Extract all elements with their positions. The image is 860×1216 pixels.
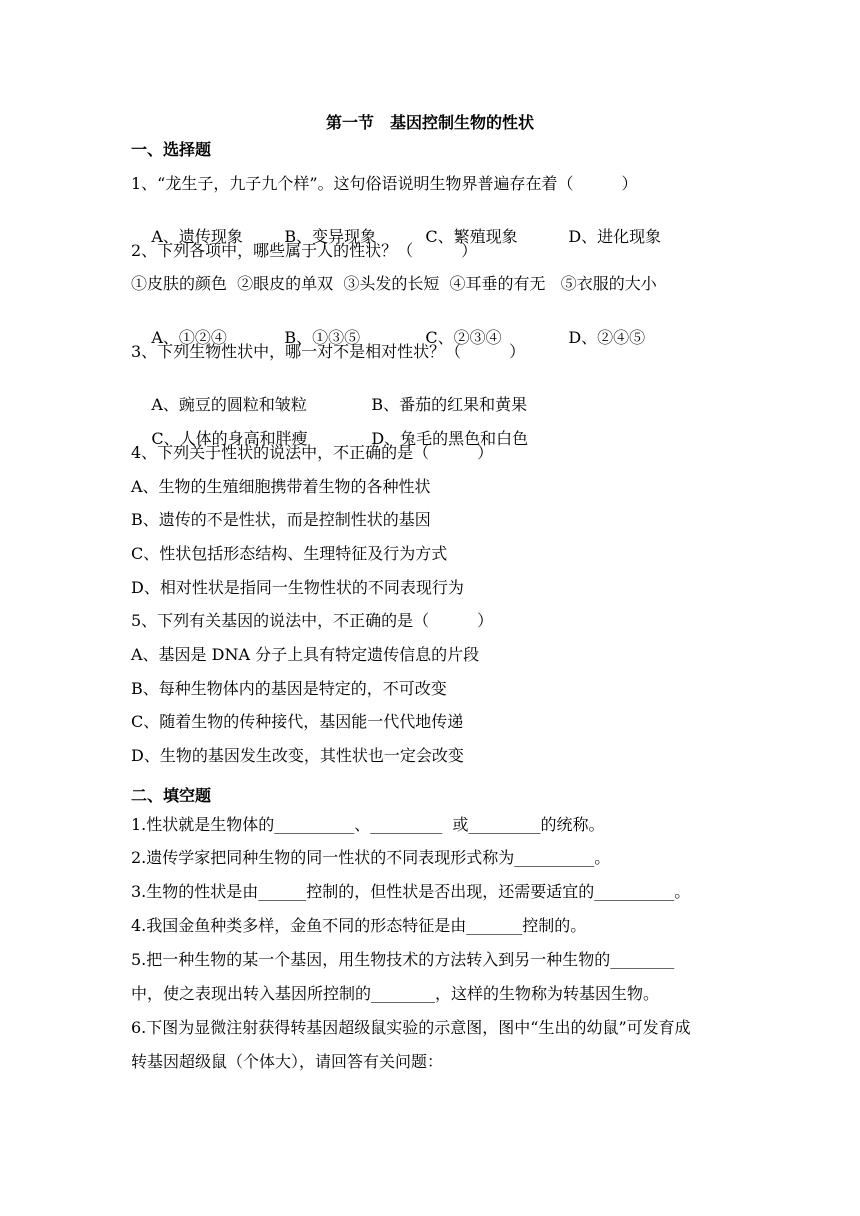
fill-question-5-line2: 中，使之表现出转入基因所控制的________，这样的生物称为转基因生物。 xyxy=(131,984,660,1003)
question-2-option-c: C、②③④ xyxy=(425,328,502,347)
question-5-option-a: A、基因是 DNA 分子上具有特定遗传信息的片段 xyxy=(131,645,480,664)
fill-question-6-line2: 转基因超级鼠（个体大），请回答有关问题： xyxy=(131,1052,444,1071)
question-1-option-b: B、变异现象 xyxy=(284,227,377,246)
question-3-option-a: A、豌豆的圆粒和皱粒 xyxy=(151,395,307,414)
question-2-option-d: D、②④⑤ xyxy=(568,328,646,347)
fill-question-3: 3.生物的性状是由______控制的，但性状是否出现，还需要适宜的__________。 xyxy=(131,882,691,901)
question-1-option-d: D、进化现象 xyxy=(568,227,662,246)
question-4-option-a: A、生物的生殖细胞携带着生物的各种性状 xyxy=(131,477,431,496)
question-1-option-a: A、遗传现象 xyxy=(151,227,243,246)
section-heading-fill: 二、填空题 xyxy=(131,786,212,805)
fill-question-4: 4.我国金鱼种类多样，金鱼不同的形态特征是由_______控制的。 xyxy=(131,916,587,935)
question-5-option-b: B、每种生物体内的基因是特定的，不可改变 xyxy=(131,679,447,698)
question-4-stem: 4、下列关于性状的说法中，不正确的是（ ） xyxy=(131,443,494,462)
question-2-option-b: B、①③⑤ xyxy=(284,328,361,347)
fill-question-5-line1: 5.把一种生物的某一个基因，用生物技术的方法转入到另一种生物的________ xyxy=(131,950,675,969)
question-3-option-d: D、兔毛的黑色和白色 xyxy=(371,429,529,448)
question-4-option-b: B、遗传的不是性状，而是控制性状的基因 xyxy=(131,510,431,529)
question-2-items: ①皮肤的颜色 ②眼皮的单双 ③头发的长短 ④耳垂的有无 ⑤衣服的大小 xyxy=(131,274,657,293)
fill-question-2: 2.遗传学家把同种生物的同一性状的不同表现形式称为__________。 xyxy=(131,848,611,867)
question-3-option-c: C、人体的身高和胖瘦 xyxy=(151,429,308,448)
question-1-option-c: C、繁殖现象 xyxy=(425,227,518,246)
page-title: 第一节 基因控制生物的性状 xyxy=(325,113,534,132)
section-heading-choice: 一、选择题 xyxy=(131,140,212,159)
fill-question-6-line1: 6.下图为显微注射获得转基因超级鼠实验的示意图，图中“生出的幼鼠”可发育成 xyxy=(131,1018,691,1037)
question-3-stem: 3、下列生物性状中，哪一对不是相对性状？（ ） xyxy=(131,342,526,361)
question-1-stem: 1、“龙生子，九子九个样”。这句俗语说明生物界普遍存在着（ ） xyxy=(131,174,638,193)
question-5-option-d: D、生物的基因发生改变，其性状也一定会改变 xyxy=(131,746,464,765)
question-5-option-c: C、随着生物的传种接代，基因能一代代地传递 xyxy=(131,712,464,731)
question-3-option-b: B、番茄的红果和黄果 xyxy=(371,395,528,414)
fill-question-1: 1.性状就是生物体的__________、_________ 或_________的统称。 xyxy=(131,815,605,834)
question-4-option-d: D、相对性状是指同一生物性状的不同表现行为 xyxy=(131,578,464,597)
question-4-option-c: C、性状包括形态结构、生理特征及行为方式 xyxy=(131,544,448,563)
question-2-option-a: A、①②④ xyxy=(151,328,227,347)
question-2-stem: 2、下列各项中，哪些属于人的性状？（ ） xyxy=(131,241,478,260)
question-5-stem: 5、下列有关基因的说法中，不正确的是（ ） xyxy=(131,611,494,630)
